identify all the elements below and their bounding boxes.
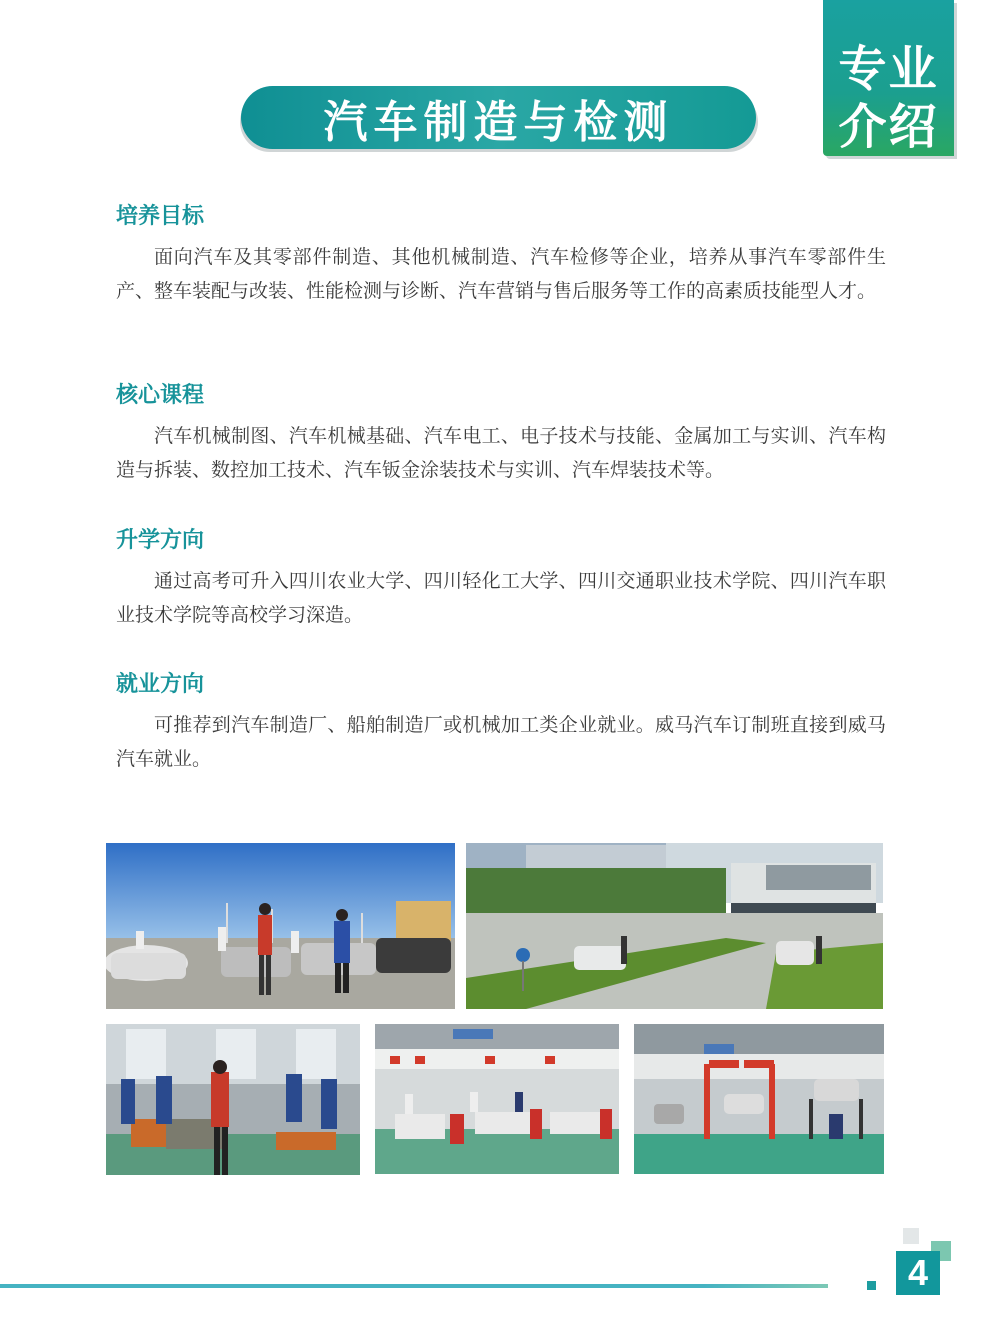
section-body: 通过高考可升入四川农业大学、四川轻化工大学、四川交通职业技术学院、四川汽车职业技术学院等高校学习深造。 xyxy=(116,570,886,626)
photo-driving-ground xyxy=(466,843,883,1009)
page-title: 汽车制造与检测 xyxy=(323,96,674,148)
section-training-goal xyxy=(116,202,886,308)
photo-training-workshop xyxy=(375,1024,619,1174)
section-heading: 培养目标 xyxy=(116,204,205,229)
photo-vehicle-lift-garage xyxy=(634,1024,884,1174)
title-banner xyxy=(241,86,756,149)
section-body: 可推荐到汽车制造厂、船舶制造厂或机械加工类企业就业。威马汽车订制班直接到威马汽车就业。 xyxy=(116,714,886,770)
section-further-study xyxy=(116,526,886,632)
page-number-deco xyxy=(903,1228,919,1244)
corner-tab-line1: 专业 xyxy=(838,41,939,97)
footer-square xyxy=(867,1281,876,1290)
footer-rule xyxy=(0,1284,828,1288)
photo-workshop-assembly xyxy=(106,1024,360,1175)
corner-tab-line2: 介绍 xyxy=(838,99,939,155)
photo-students-with-cars xyxy=(106,843,455,1009)
corner-tab xyxy=(823,0,954,156)
section-heading: 核心课程 xyxy=(116,383,205,408)
page-number: 4 xyxy=(896,1251,940,1295)
section-heading: 就业方向 xyxy=(116,672,205,697)
section-body: 面向汽车及其零部件制造、其他机械制造、汽车检修等企业，培养从事汽车零部件生产、整车装配与改装、性能检测与诊断、汽车营销与售后服务等工作的高素质技能型人才。 xyxy=(116,246,886,302)
section-body: 汽车机械制图、汽车机械基础、汽车电工、电子技术与技能、金属加工与实训、汽车构造与拆装、数控加工技术、汽车钣金涂装技术与实训、汽车焊装技术等。 xyxy=(116,425,886,481)
section-core-courses xyxy=(116,381,886,487)
section-heading: 升学方向 xyxy=(116,528,205,553)
section-employment xyxy=(116,670,886,776)
